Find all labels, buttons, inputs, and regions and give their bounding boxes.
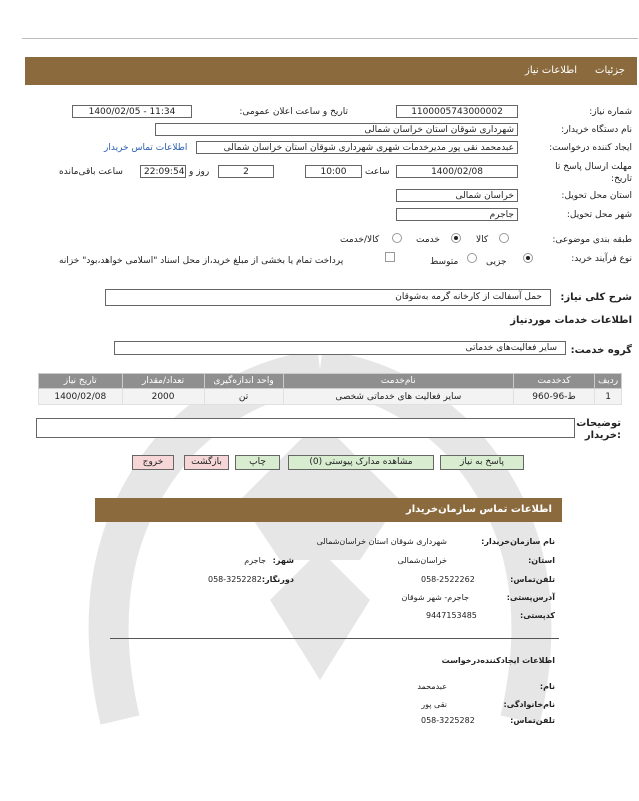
col-row: ردیف: [595, 374, 622, 389]
treasury-payment-checkbox[interactable]: [385, 252, 395, 262]
creator-phone-label: تلفن‌تماس:: [510, 716, 555, 725]
col-qty: تعداد/مقدار: [122, 374, 204, 389]
need-number-field: 1100005743000002: [396, 105, 518, 118]
contact-fax-value: 058-3252282: [208, 575, 262, 584]
services-title: اطلاعات خدمات موردنیاز: [510, 315, 632, 326]
deadline-label-2: تاریخ:: [611, 174, 632, 184]
contact-org-label: نام سازمان‌خریدار:: [481, 537, 555, 546]
creator-label: ایجاد کننده درخواست:: [549, 143, 632, 153]
col-date: تاریخ نیاز: [39, 374, 123, 389]
service-group-field: سایر فعالیت‌های خدماتی: [114, 341, 566, 355]
creator-phone-value: 058-3225282: [421, 716, 475, 725]
summary-field: حمل آسفالت از کارخانه گرمه به‌شوقان: [105, 289, 551, 306]
contact-phone-value: 058-2522262: [421, 575, 475, 584]
process-partial-label: جزیی: [486, 257, 507, 267]
city-field: جاجرم: [396, 208, 518, 221]
service-group-label: گروه خدمت:: [570, 345, 632, 356]
back-button[interactable]: بازگشت: [184, 455, 229, 470]
cell-name: سایر فعالیت های خدماتی شخصی: [283, 389, 513, 405]
category-goods-service-label: کالا/خدمت: [340, 235, 380, 245]
remaining-label: ساعت باقی‌مانده: [59, 167, 123, 177]
col-code: کدخدمت: [513, 374, 594, 389]
contact-fax-label: دورنگار:: [261, 575, 294, 584]
page-header: [25, 57, 637, 85]
payment-note: پرداخت تمام یا بخشی از مبلغ خرید،از محل اسناد "اسلامی خواهد،بود" خزانه: [59, 256, 344, 266]
creator-name-value: عبدمحمد: [417, 682, 447, 691]
time-label: ساعت: [365, 167, 390, 177]
contact-phone-label: تلفن‌تماس:: [510, 575, 555, 584]
col-unit: واحد اندازه‌گیری: [204, 374, 283, 389]
tab-details[interactable]: جزئیات: [595, 65, 625, 76]
contact-province-label: استان:: [528, 556, 555, 565]
process-medium-label: متوسط: [430, 257, 459, 267]
summary-label: شرح کلی نیاز:: [560, 292, 632, 303]
announce-label: تاریخ و ساعت اعلان عمومی:: [239, 107, 348, 117]
category-goods-service-radio[interactable]: [392, 233, 402, 243]
tab-need-info[interactable]: اطلاعات نیاز: [525, 65, 577, 76]
attachments-button[interactable]: مشاهده مدارک پیوستی (0): [288, 455, 434, 470]
contact-title: اطلاعات تماس سازمان‌خریدار: [405, 504, 552, 515]
cell-qty: 2000: [122, 389, 204, 405]
category-goods-label: کالا: [476, 235, 489, 245]
col-name: نام‌خدمت: [283, 374, 513, 389]
contact-city-label: شهر:: [272, 556, 294, 565]
contact-city-value: جاجرم: [244, 556, 266, 565]
process-label: نوع فرآیند خرید:: [571, 254, 632, 264]
creator-name-label: نام:: [539, 682, 555, 691]
deadline-time-field: 10:00: [305, 165, 362, 178]
top-divider: [22, 38, 638, 39]
contact-postal-label: کدپستی:: [520, 611, 555, 620]
category-label: طبقه بندی موضوعی:: [552, 235, 632, 245]
deadline-date-field: 1400/02/08: [396, 165, 518, 178]
buyer-notes-label-2: :خریدار: [584, 430, 621, 441]
city-label: شهر محل تحویل:: [566, 210, 632, 220]
contact-divider: [110, 638, 559, 639]
contact-org-value: شهرداری شوقان استان خراسان‌شمالی: [316, 537, 447, 546]
buyer-notes-field: [36, 418, 575, 438]
cell-unit: تن: [204, 389, 283, 405]
buyer-org-label: نام دستگاه خریدار:: [561, 125, 632, 135]
creator-family-value: نقی پور: [421, 700, 447, 709]
process-partial-radio[interactable]: [523, 253, 533, 263]
table-header-row: [39, 374, 622, 389]
deadline-label: مهلت ارسال پاسخ تا: [555, 162, 632, 172]
contact-province-value: خراسان‌شمالی: [397, 556, 447, 565]
exit-button[interactable]: خروج: [132, 455, 174, 470]
remaining-time-field: 22:09:54: [140, 165, 186, 178]
province-field: خراسان شمالی: [396, 189, 518, 202]
days-field: 2: [218, 165, 274, 178]
category-goods-radio[interactable]: [499, 233, 509, 243]
contact-section-header: [95, 498, 562, 522]
contact-address-label: آدرس‌پستی:: [506, 593, 555, 602]
services-table: [38, 373, 622, 405]
cell-code: ط-96-960: [513, 389, 594, 405]
contact-postal-value: 9447153485: [426, 611, 477, 620]
reply-button[interactable]: پاسخ به نیاز: [440, 455, 524, 470]
print-button[interactable]: چاپ: [235, 455, 280, 470]
contact-address-value: جاجرم- شهر شوقان: [401, 593, 469, 602]
watermark-emblem-icon: [40, 300, 600, 750]
creator-field: عبدمحمد نقی پور مدیرخدمات شهری شهرداری شوقان استان خراسان شمالی: [196, 141, 518, 154]
process-medium-radio[interactable]: [467, 253, 477, 263]
cell-date: 1400/02/08: [39, 389, 123, 405]
buyer-contact-link[interactable]: اطلاعات تماس خریدار: [104, 143, 188, 153]
province-label: استان محل تحویل:: [561, 191, 632, 201]
cell-row: 1: [595, 389, 622, 405]
creator-family-label: نام‌خانوادگی:: [503, 700, 555, 709]
category-service-radio[interactable]: [451, 233, 461, 243]
buyer-notes-label: توضیحات: [576, 418, 621, 429]
creator-info-title: اطلاعات ایجادکننده‌درخواست: [441, 656, 555, 665]
need-number-label: شماره نیاز:: [589, 107, 632, 117]
category-service-label: خدمت: [416, 235, 440, 245]
days-label: روز و: [189, 167, 210, 177]
announce-field: 1400/02/05 - 11:34: [72, 105, 192, 118]
table-row: [39, 389, 622, 405]
buyer-org-field: شهرداری شوقان استان خراسان شمالی: [155, 123, 518, 136]
